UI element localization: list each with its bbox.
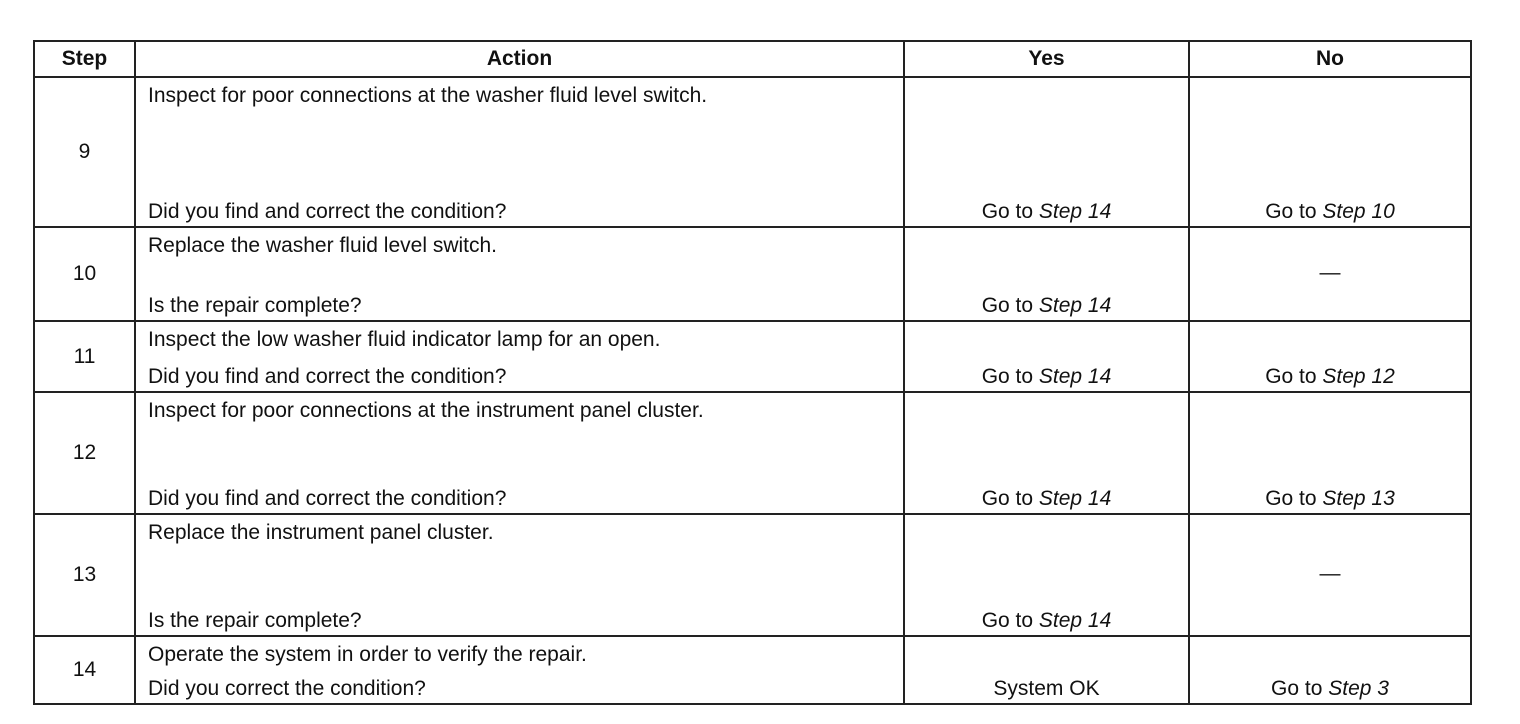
yes-result-prefix: Go to	[981, 365, 1039, 388]
table-row	[34, 77, 1471, 227]
diagnostic-table	[33, 40, 1472, 705]
action-instruction: Replace the washer fluid level switch.	[148, 234, 498, 257]
step-number: 9	[34, 77, 135, 227]
yes-cell	[904, 321, 1189, 392]
no-step-link: Step 12	[1322, 365, 1395, 388]
yes-cell	[904, 77, 1189, 227]
table-row	[34, 392, 1471, 514]
yes-result	[905, 677, 1188, 701]
step-number: 13	[34, 514, 135, 636]
no-step-link: Step 13	[1322, 487, 1395, 510]
no-result-prefix: Go to	[1271, 677, 1329, 700]
action-question: Did you find and correct the condition?	[148, 200, 507, 223]
yes-step-link: Step 14	[1038, 609, 1112, 632]
action-cell	[135, 636, 904, 704]
action-question: Is the repair complete?	[148, 294, 362, 317]
yes-step-link: Step 14	[1038, 365, 1112, 388]
yes-result-prefix: Go to	[981, 294, 1039, 317]
no-cell	[1189, 227, 1471, 321]
no-result	[1190, 365, 1470, 389]
action-question: Did you find and correct the condition?	[148, 487, 507, 510]
no-result	[1190, 487, 1470, 511]
header-row	[34, 41, 1471, 77]
action-cell	[135, 227, 904, 321]
step-number: 11	[34, 321, 135, 392]
step-number: 10	[34, 227, 135, 321]
no-result-prefix: Go to	[1265, 365, 1323, 388]
action-instruction: Operate the system in order to verify the repair.	[148, 643, 587, 666]
yes-result	[905, 487, 1188, 511]
action-cell	[135, 321, 904, 392]
no-cell	[1189, 392, 1471, 514]
yes-cell	[904, 636, 1189, 704]
yes-result	[905, 609, 1188, 633]
no-result-prefix: Go to	[1265, 200, 1323, 223]
yes-result	[905, 294, 1188, 318]
no-result	[1190, 200, 1470, 224]
action-cell	[135, 514, 904, 636]
no-cell	[1189, 636, 1471, 704]
header-no: No	[1189, 41, 1471, 77]
action-question: Did you correct the condition?	[148, 677, 426, 700]
action-instruction: Inspect for poor connections at the washer fluid level switch.	[148, 84, 708, 107]
yes-result-prefix: Go to	[981, 609, 1039, 632]
yes-cell	[904, 392, 1189, 514]
step-number: 14	[34, 636, 135, 704]
no-cell	[1189, 77, 1471, 227]
header-yes: Yes	[904, 41, 1189, 77]
table-row	[34, 636, 1471, 704]
no-result-dash: —	[1319, 260, 1341, 284]
header-action: Action	[135, 41, 904, 77]
yes-cell	[904, 227, 1189, 321]
no-step-link: Step 10	[1322, 200, 1395, 223]
no-result	[1190, 677, 1470, 701]
no-step-link: Step 3	[1328, 677, 1389, 700]
no-cell	[1189, 514, 1471, 636]
table-row	[34, 227, 1471, 321]
header-step: Step	[34, 41, 135, 77]
yes-result-prefix: System OK	[993, 677, 1100, 700]
action-cell	[135, 77, 904, 227]
no-result-prefix: Go to	[1265, 487, 1323, 510]
no-cell	[1189, 321, 1471, 392]
table-body	[34, 77, 1471, 704]
table-row	[34, 321, 1471, 392]
action-instruction: Inspect the low washer fluid indicator lamp for an open.	[148, 328, 661, 351]
action-question: Did you find and correct the condition?	[148, 365, 507, 388]
table-row	[34, 514, 1471, 636]
action-instruction: Inspect for poor connections at the instrument panel cluster.	[148, 399, 704, 422]
no-result-dash: —	[1319, 561, 1341, 585]
yes-result-prefix: Go to	[981, 200, 1039, 223]
action-instruction: Replace the instrument panel cluster.	[148, 521, 494, 544]
yes-result	[905, 200, 1188, 224]
yes-result	[905, 365, 1188, 389]
yes-cell	[904, 514, 1189, 636]
yes-step-link: Step 14	[1038, 487, 1112, 510]
table-header	[34, 41, 1471, 77]
yes-step-link: Step 14	[1038, 294, 1112, 317]
yes-result-prefix: Go to	[981, 487, 1039, 510]
action-cell	[135, 392, 904, 514]
step-number: 12	[34, 392, 135, 514]
action-question: Is the repair complete?	[148, 609, 362, 632]
yes-step-link: Step 14	[1038, 200, 1112, 223]
